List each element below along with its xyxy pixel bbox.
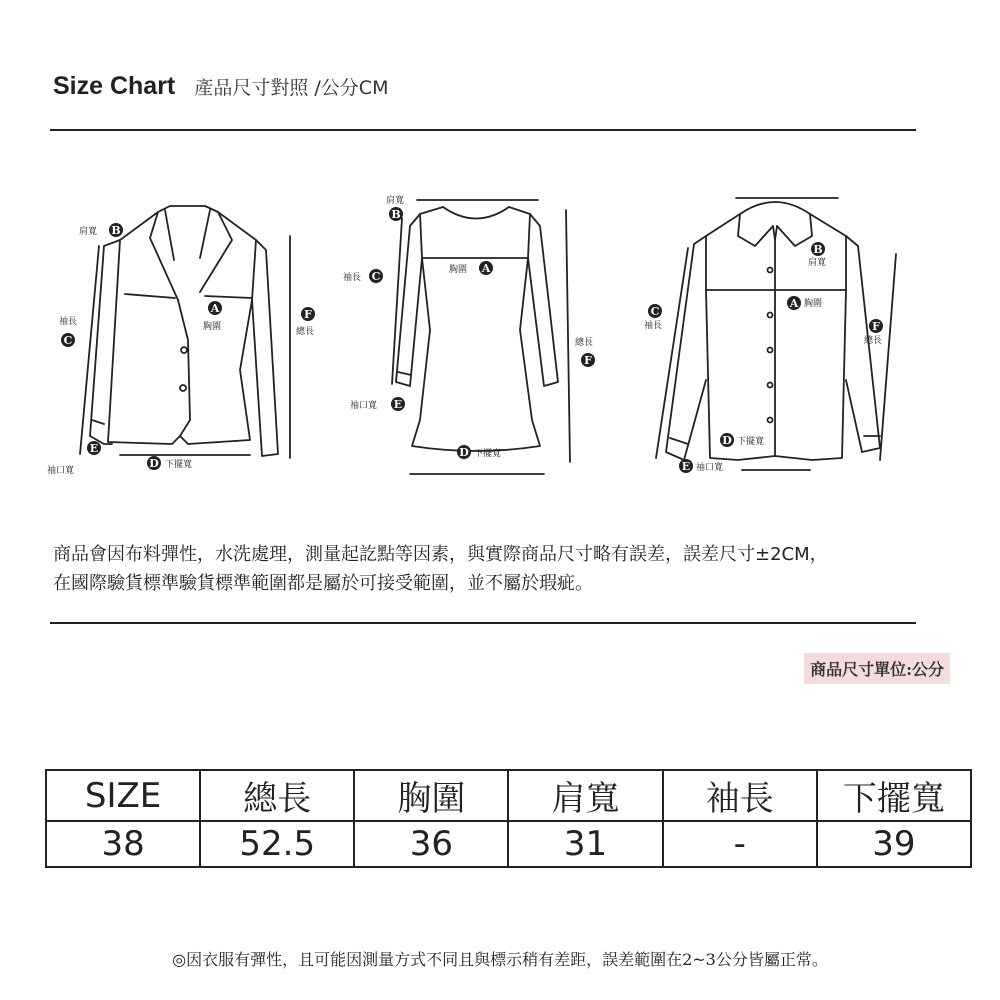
shirt-sleeve-label: 袖長 [644,321,663,331]
dress-badge-f [581,353,595,367]
footnote: ◎因衣服有彈性，且可能因測量方式不同且與標示稍有差距，誤差範圍在2~3公分皆屬正常。 [172,950,828,969]
dress-cuff-label: 袖口寬 [350,401,378,411]
jacket-badge-d [147,456,161,470]
dress-badge-e [391,397,405,411]
measurement-badges [61,207,883,473]
svg-text:D: D [459,446,469,459]
shirt-badge-b [811,242,825,256]
header-sleeve: 袖長 [663,770,817,821]
jacket-badge-e [87,441,101,455]
header-hem: 下擺寬 [817,770,971,821]
shirt-badge-e [679,459,693,473]
jacket-diagram [80,206,290,458]
shirt-cuff-label: 袖口寬 [696,463,724,473]
svg-text:A: A [210,302,220,315]
note-line-2: 在國際驗貨標準驗貨標準範圍都是屬於可接受範圍，並不屬於瑕疵。 [53,573,593,594]
measurement-note [53,540,993,598]
dress-badge-c [369,269,383,283]
shirt-hem-label: 下擺寬 [737,437,765,447]
svg-text:A: A [481,262,491,275]
svg-text:E: E [89,442,99,455]
shirt-badge-c [648,304,662,318]
jacket-badge-f [301,307,315,321]
shirt-badge-a [787,296,801,310]
svg-text:D: D [722,434,732,447]
svg-text:B: B [111,224,121,237]
cell-size: 38 [46,821,200,867]
cell-length: 52.5 [200,821,354,867]
jacket-length-label: 總長 [296,327,315,337]
jacket-sleeve-label: 袖長 [59,317,78,327]
svg-text:E: E [393,398,403,411]
jacket-cuff-label: 袖口寬 [47,466,75,476]
dress-diagram [392,200,570,474]
svg-text:C: C [650,305,660,318]
middle-divider [50,622,916,624]
dress-badge-a [479,261,493,275]
size-table [45,769,972,868]
jacket-shoulder-label: 肩寬 [79,227,98,237]
table-row [46,821,971,867]
shirt-badge-f [869,319,883,333]
shirt-shoulder-label: 肩寬 [808,258,827,268]
dress-hem-label: 下擺寬 [474,449,502,459]
measurement-labels [47,194,882,476]
svg-text:C: C [371,270,381,283]
svg-text:F: F [584,354,592,367]
header-size: SIZE [46,770,200,821]
dress-badge-b [389,207,403,221]
shirt-chest-label: 胸圍 [804,299,823,309]
svg-text:B: B [391,208,401,221]
dress-sleeve-label: 袖長 [343,273,362,283]
jacket-chest-label: 胸圍 [203,322,222,332]
header-length: 總長 [200,770,354,821]
top-divider [50,129,916,131]
page-title [53,72,388,101]
note-line-1: 商品會因布料彈性，水洗處理，測量起訖點等因素，與實際商品尺寸略有誤差，誤差尺寸±2CM， [53,544,828,565]
unit-badge: 商品尺寸單位:公分 [804,653,950,684]
svg-text:D: D [149,457,159,470]
jacket-badge-a [208,301,222,315]
header-chest: 胸圍 [354,770,508,821]
svg-text:B: B [813,243,823,256]
shirt-badge-d [720,433,734,447]
header-shoulder: 肩寬 [508,770,662,821]
svg-text:A: A [789,297,799,310]
shirt-length-label: 總長 [864,336,883,346]
dress-chest-label: 胸圍 [449,265,468,275]
cell-chest: 36 [354,821,508,867]
svg-text:F: F [872,320,880,333]
cell-shoulder: 31 [508,821,662,867]
jacket-badge-c [61,333,75,347]
size-table-header-row [46,770,971,821]
svg-text:E: E [681,460,691,473]
cell-hem: 39 [817,821,971,867]
garment-diagrams [0,185,1000,485]
dress-badge-d [457,445,471,459]
shirt-diagram [656,198,896,470]
svg-text:C: C [63,334,73,347]
svg-text:F: F [304,308,312,321]
jacket-badge-b [109,223,123,237]
jacket-hem-label: 下擺寬 [165,460,193,470]
dress-length-label: 總長 [575,338,594,348]
title-english: Size Chart [53,72,176,100]
dress-shoulder-label: 肩寬 [386,196,405,206]
cell-sleeve: - [663,821,817,867]
title-chinese: 產品尺寸對照 /公分CM [194,77,389,99]
